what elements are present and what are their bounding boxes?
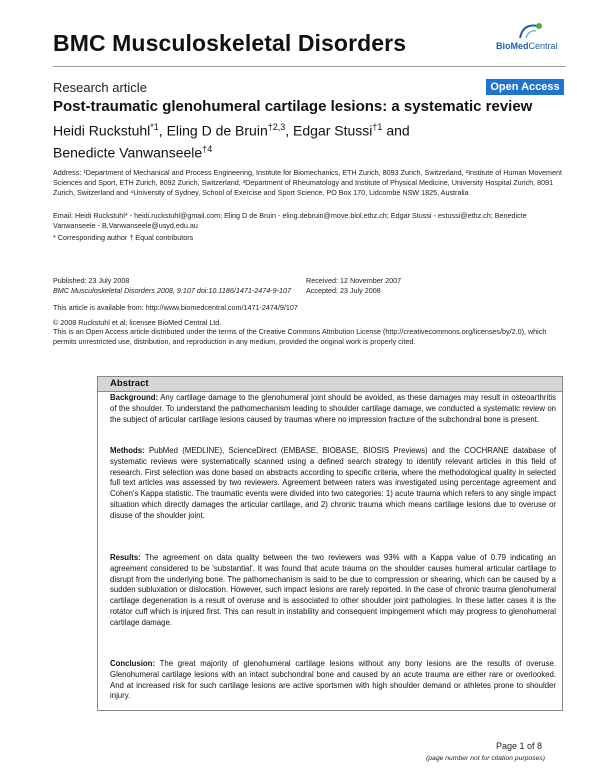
review-dates (306, 276, 506, 296)
author-list: Heidi Ruckstuhl$^{*1}$, Eling D de Bruin$^{\dagger 2,3}$, Edgar Stussi$^{\dagger 1}$ and Benedicte Vanwanseele$^{\dagger 4}$ (53, 122, 410, 161)
corresponding-note: * Corresponding author † Equal contributors (53, 233, 194, 242)
section-text: Any cartilage damage to the glenohumeral joint should be avoided, as these damages may result in osteoarthritis of the shoulder. To understand the pathomechanism leading to shoulder cartilage damage, we conducted a systematic review on the subject of articular cartilage lesions caused by traumas where no impression fracture of the subchondral bone is present. (110, 393, 556, 424)
author-name[interactable]: Heidi Ruckstuhl (53, 122, 151, 139)
abstract-background (110, 393, 556, 425)
section-label: Conclusion: (110, 659, 156, 668)
author-affiliation: *1 (150, 122, 159, 132)
affiliation-address: Address: ¹Department of Mechanical and Process Engineering, Institute for Biomechanics, ETH Zurich, 8093 Zurich, Switzerland, ²Institute of Human Movement Sciences and Sport, ETH Zurich, 8092 Zurich, Switzerland, ³Department of Rheumatology and Institute of Physical Medicine, University Hospital Zurich, 8091 Zurich, Switzerland and ⁴University of Sydney, School of Exercise and Sport Science, PO Box 170, Lidcombe NSW 1825, Australia (53, 168, 562, 197)
author-affiliation: †2,3 (267, 122, 286, 132)
abstract-box (97, 376, 563, 711)
citation: BMC Musculoskeletal Disorders 2008, 9:107 doi:10.1186/1471-2474-9-107 (53, 286, 291, 295)
abstract-header (98, 376, 562, 392)
section-label: Methods: (110, 446, 145, 455)
open-access-badge[interactable]: Open Access (486, 79, 564, 95)
abstract-results (110, 553, 556, 629)
logo-mark-icon (514, 22, 544, 40)
publication-info (53, 276, 313, 296)
abstract-heading: Abstract (110, 378, 149, 389)
published-date: Published: 23 July 2008 (53, 276, 130, 285)
journal-title: BMC Musculoskeletal Disorders (53, 30, 407, 56)
page-number: Page 1 of 8 (496, 741, 543, 751)
header-rule (53, 66, 566, 67)
author-name[interactable]: Edgar Stussi (293, 122, 373, 139)
availability-link[interactable]: This article is available from: http://www.biomedcentral.com/1471-2474/9/107 (53, 303, 298, 312)
article-type: Research article (53, 80, 147, 95)
logo-text-light: Central (528, 41, 558, 51)
section-text: The agreement on data quality between the two reviewers was 93% with a Kappa value of 0.79 indicating an agreement considered to be 'substantial'. It was found that acute trauma on the shoulder causes humeral articular cartilage to disrupt from the underlying bone. The pathomechanism is said to be due to compression or shearing, which can be caused by a sudden subluxation or dislocation. However, such impact lesions are rarely reported. In the case of chronic trauma glenohumeral cartilage degeneration is a result of overuse and is associated to other shoulder joint pathologies. In these latter cases it is the rotator cuff which is injured first. This can result in instability and consequent impingement which may progress to glenohumeral cartilage damage. (110, 553, 556, 627)
abstract-conclusion (110, 659, 556, 702)
abstract-methods (110, 446, 556, 522)
section-label: Results: (110, 553, 141, 562)
article-title: Post-traumatic glenohumeral cartilage lesions: a systematic review (53, 98, 533, 115)
author-affiliation: †4 (202, 143, 213, 154)
license-text: This is an Open Access article distributed under the terms of the Creative Commons Attribution License (http://creativecommons.org/licenses/by/2.0), which permits unrestricted use, distribution, and reproduction in any medium, provided the original work is properly cited. (53, 327, 547, 346)
copyright-notice: © 2008 Ruckstuhl et al; licensee BioMed Central Ltd. (53, 318, 222, 327)
biomed-central-logo (496, 22, 566, 58)
received-date: Received: 12 November 2007 (306, 276, 402, 285)
author-emails: Email: Heidi Ruckstuhl* - heidi.ruckstuhl@gmail.com; Eling D de Bruin - eling.debruin@move.biol.ethz.ch; Edgar Stussi - estussi@ethz.ch; Benedicte Vanwanseele - B.Vanwanseele@usyd.edu.au (53, 211, 527, 230)
page-number-note: (page number not for citation purposes) (426, 755, 546, 762)
author-name[interactable]: Eling D de Bruin (166, 122, 268, 139)
section-text: PubMed (MEDLINE), ScienceDirect (EMBASE, BIOBASE, BIOSIS Previews) and the COCHRANE database of systematic reviews were systematically scanned using a defined search strategy to identify relevant articles in this field of research. First selection was done based on abstracts according to specific criteria, where the methodological quality in selected full text articles was assessed by two reviewers. Agreement between raters was investigated using percentage agreement and Cohen's Kappa statistic. The traumatic events were divided into two categories: 1) acute trauma which refers to any single impact situation which directly damages the articular cartilage, and 2) chronic trauma which means cartilage lesions due to overuse or disuse of the shoulder joint. (110, 446, 557, 520)
section-text: The great majority of glenohumeral cartilage lesions without any bony lesions are the results of overuse. Glenohumeral cartilage lesions with an intact subchondral bone and caused by an acute trauma are either rare or overlooked. And at increased risk for such cartilage lesions are active sportsmen with high shoulder demand or athletes prone to shoulder injury. (110, 659, 556, 701)
logo-text-bold: BioMed (496, 41, 529, 51)
section-label: Background: (110, 393, 159, 402)
logo-text (496, 41, 558, 51)
author-name[interactable]: Benedicte Vanwanseele (53, 144, 203, 161)
accepted-date: Accepted: 23 July 2008 (306, 286, 381, 295)
author-affiliation: †1 (372, 122, 383, 132)
